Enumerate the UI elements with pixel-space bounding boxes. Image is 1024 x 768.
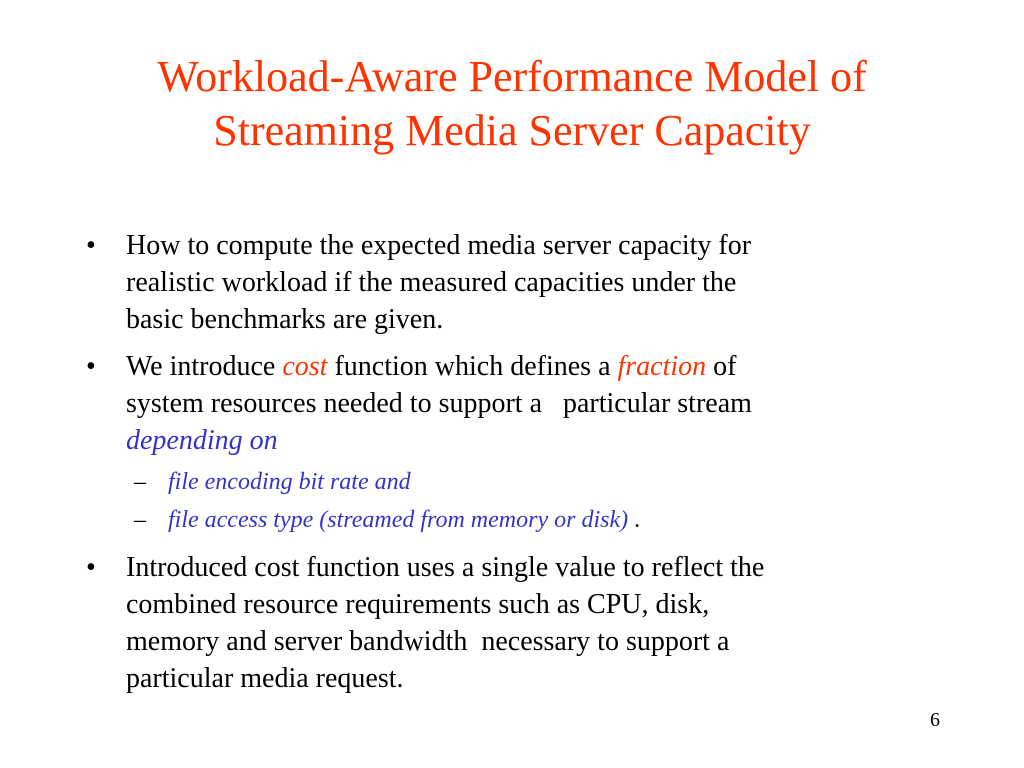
title-line-2: Streaming Media Server Capacity [213,106,811,155]
sub-bullet-1 [126,463,946,501]
bullet-marker: • [86,351,96,382]
sub-bullet-marker: – [134,469,146,495]
bullet-3-line-3: memory and server bandwidth necessary to support a [126,626,730,657]
sub-bullet-2-suffix: . [628,507,641,533]
sub-bullet-list [126,463,946,539]
page-number: 6 [930,709,940,731]
bullet-1-line-3: basic benchmarks are given. [126,304,444,335]
slide-title [0,50,1024,158]
bullet-1-line-2: realistic workload if the measured capacities under the [126,267,737,298]
cost-emphasis: cost [282,351,328,382]
bullet-marker: • [86,230,96,261]
sub-bullet-1-text: file encoding bit rate and [168,469,411,495]
bullet-3-line-4: particular media request. [126,663,404,694]
bullet-2-line-2: system resources needed to support a particular stream [126,388,752,419]
depending-on-emphasis: depending on [126,425,278,456]
bullet-1-line-1: How to compute the expected media server capacity for [126,230,752,261]
bullet-2-text-a: We introduce [126,351,283,382]
bullet-3-line-2: combined resource requirements such as CPU, disk, [126,589,710,620]
bullet-item-1 [86,227,946,338]
bullet-2-text-c: of [706,351,737,382]
sub-bullet-2-text: file access type (streamed from memory or disk) [168,507,629,533]
bullet-list [86,227,946,707]
bullet-marker: • [86,552,96,583]
sub-bullet-2 [126,501,946,539]
bullet-2-line-1 [126,348,946,385]
bullet-item-3 [86,549,946,697]
bullet-3-line-1: Introduced cost function uses a single value to reflect the [126,552,765,583]
fraction-emphasis: fraction [617,351,707,382]
title-line-1: Workload-Aware Performance Model of [157,52,867,101]
bullet-2-text-b: function which defines a [327,351,618,382]
sub-bullet-marker: – [134,507,146,533]
bullet-item-2 [86,348,946,539]
